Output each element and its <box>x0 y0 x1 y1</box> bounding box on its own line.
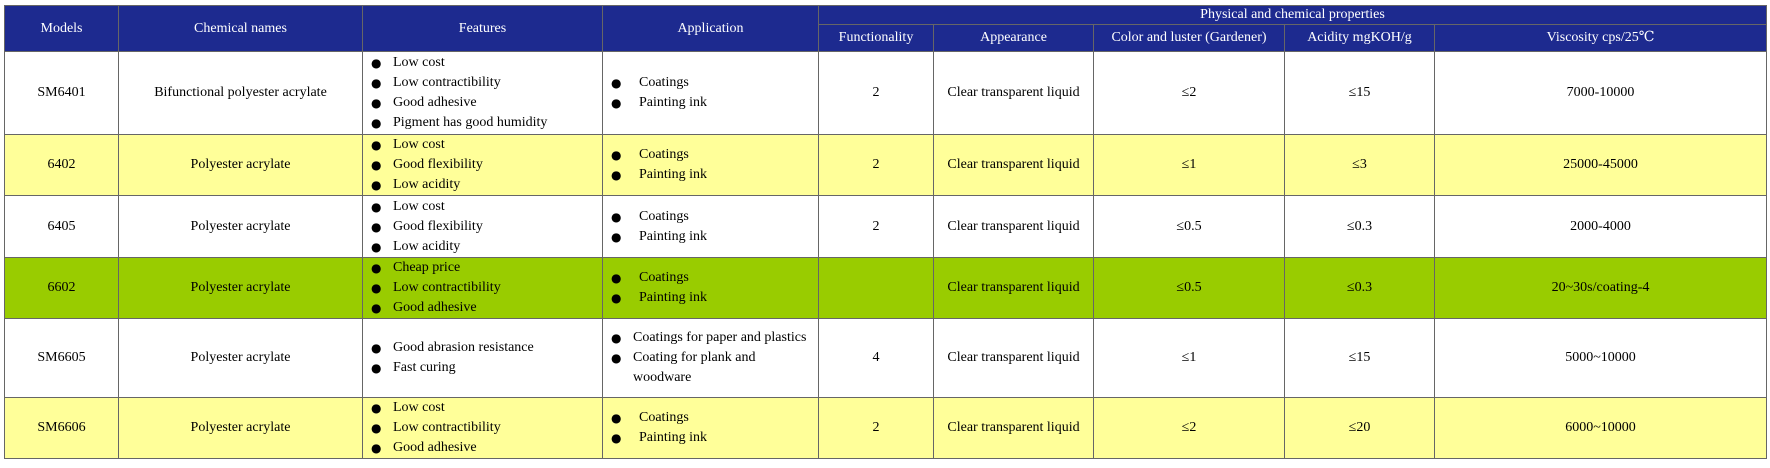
cell-functionality: 2 <box>819 398 934 459</box>
bullet-icon: ● <box>611 148 622 162</box>
bullet-icon: ● <box>611 291 622 305</box>
bullet-icon: ● <box>371 421 382 435</box>
cell-appearance: Clear transparent liquid <box>934 319 1094 398</box>
application-item: ● Coatings <box>609 73 814 93</box>
feature-item: ● Good adhesive <box>369 93 598 113</box>
application-item: ● Coatings <box>609 145 814 165</box>
cell-model: SM6605 <box>5 319 119 398</box>
cell-features <box>363 196 603 258</box>
cell-viscosity: 5000~10000 <box>1435 319 1767 398</box>
cell-acidity: ≤15 <box>1285 319 1435 398</box>
table-row <box>5 52 1767 135</box>
cell-functionality: 2 <box>819 196 934 258</box>
application-item: ● Painting ink <box>609 165 814 185</box>
feature-item: ● Cheap price <box>369 258 598 278</box>
bullet-icon: ● <box>371 138 382 152</box>
cell-functionality: 2 <box>819 135 934 196</box>
bullet-icon: ● <box>371 76 382 90</box>
cell-acidity: ≤0.3 <box>1285 196 1435 258</box>
application-item: ● Coatings <box>609 268 814 288</box>
header-acidity: Acidity mgKOH/g <box>1285 25 1435 52</box>
cell-viscosity: 7000-10000 <box>1435 52 1767 135</box>
bullet-icon: ● <box>371 178 382 192</box>
cell-functionality: 4 <box>819 319 934 398</box>
application-item: ● Painting ink <box>609 227 814 247</box>
bullet-icon: ● <box>611 76 622 90</box>
cell-model: 6405 <box>5 196 119 258</box>
cell-viscosity: 25000-45000 <box>1435 135 1767 196</box>
cell-acidity: ≤15 <box>1285 52 1435 135</box>
cell-color: ≤2 <box>1094 398 1285 459</box>
cell-application <box>603 135 819 196</box>
cell-model: 6402 <box>5 135 119 196</box>
bullet-icon: ● <box>371 341 382 355</box>
bullet-icon: ● <box>371 361 382 375</box>
bullet-icon: ● <box>371 199 382 214</box>
cell-appearance: Clear transparent liquid <box>934 52 1094 135</box>
feature-item: ● Low contractibility <box>369 73 598 93</box>
bullet-icon: ● <box>611 229 622 244</box>
bullet-icon: ● <box>371 96 382 110</box>
cell-application <box>603 319 819 398</box>
header-functionality: Functionality <box>819 25 934 52</box>
cell-application <box>603 258 819 319</box>
table-row <box>5 196 1767 258</box>
bullet-icon: ● <box>611 209 622 224</box>
table-row <box>5 258 1767 319</box>
cell-appearance: Clear transparent liquid <box>934 196 1094 258</box>
cell-appearance: Clear transparent liquid <box>934 258 1094 319</box>
feature-item: ● Low acidity <box>369 237 598 257</box>
feature-item: ● Low contractibility <box>369 278 598 298</box>
cell-model: SM6606 <box>5 398 119 459</box>
table-row <box>5 135 1767 196</box>
bullet-icon: ● <box>371 219 382 234</box>
bullet-icon: ● <box>371 56 382 70</box>
table-row <box>5 398 1767 459</box>
bullet-icon: ● <box>371 158 382 172</box>
cell-features <box>363 52 603 135</box>
feature-item: ● Good abrasion resistance <box>369 338 598 358</box>
bullet-icon: ● <box>371 239 382 254</box>
cell-chemical: Polyester acrylate <box>119 196 363 258</box>
cell-color: ≤0.5 <box>1094 258 1285 319</box>
application-item: ● Painting ink <box>609 288 814 308</box>
cell-chemical: Bifunctional polyester acrylate <box>119 52 363 135</box>
application-item: ● Coatings for paper and plastics <box>609 328 814 348</box>
application-item: ● Coatings <box>609 207 814 227</box>
bullet-icon: ● <box>371 116 382 130</box>
cell-functionality <box>819 258 934 319</box>
cell-features <box>363 135 603 196</box>
bullet-icon: ● <box>371 441 382 455</box>
cell-color: ≤2 <box>1094 52 1285 135</box>
product-table <box>4 5 1767 459</box>
header-appearance: Appearance <box>934 25 1094 52</box>
cell-acidity: ≤3 <box>1285 135 1435 196</box>
header-viscosity: Viscosity cps/25℃ <box>1435 25 1767 52</box>
bullet-icon: ● <box>371 301 382 315</box>
header-color-luster: Color and luster (Gardener) <box>1094 25 1285 52</box>
bullet-icon: ● <box>611 271 622 285</box>
application-item: ● Painting ink <box>609 428 814 448</box>
bullet-icon: ● <box>611 168 622 182</box>
header-physical-chemical: Physical and chemical properties <box>819 6 1767 25</box>
cell-model: 6602 <box>5 258 119 319</box>
bullet-icon: ● <box>371 281 382 295</box>
bullet-icon: ● <box>611 411 622 425</box>
application-item: ● Coating for plank and woodware <box>611 350 756 385</box>
cell-viscosity: 2000-4000 <box>1435 196 1767 258</box>
feature-item: ● Good adhesive <box>369 438 598 458</box>
cell-color: ≤0.5 <box>1094 196 1285 258</box>
cell-chemical: Polyester acrylate <box>119 258 363 319</box>
feature-item: ● Low cost <box>369 53 598 73</box>
bullet-icon: ● <box>611 331 622 345</box>
cell-chemical: Polyester acrylate <box>119 135 363 196</box>
cell-acidity: ≤0.3 <box>1285 258 1435 319</box>
cell-application <box>603 52 819 135</box>
cell-functionality: 2 <box>819 52 934 135</box>
cell-acidity: ≤20 <box>1285 398 1435 459</box>
cell-color: ≤1 <box>1094 135 1285 196</box>
cell-viscosity: 20~30s/coating-4 <box>1435 258 1767 319</box>
cell-features <box>363 319 603 398</box>
bullet-icon: ● <box>611 351 622 365</box>
table-row <box>5 319 1767 398</box>
cell-chemical: Polyester acrylate <box>119 319 363 398</box>
application-item: ● Painting ink <box>609 93 814 113</box>
feature-item: ● Good flexibility <box>369 217 598 237</box>
header-features: Features <box>363 6 603 52</box>
feature-item: ● Fast curing <box>369 358 598 378</box>
feature-item: ● Low acidity <box>369 175 598 195</box>
feature-item: ● Good flexibility <box>369 155 598 175</box>
feature-item: ● Pigment has good humidity <box>369 113 598 133</box>
cell-application <box>603 398 819 459</box>
cell-color: ≤1 <box>1094 319 1285 398</box>
bullet-icon: ● <box>371 401 382 415</box>
cell-appearance: Clear transparent liquid <box>934 135 1094 196</box>
cell-appearance: Clear transparent liquid <box>934 398 1094 459</box>
cell-application <box>603 196 819 258</box>
feature-item: ● Low contractibility <box>369 418 598 438</box>
cell-features <box>363 258 603 319</box>
feature-item: ● Low cost <box>369 135 598 155</box>
header-application: Application <box>603 6 819 52</box>
cell-features <box>363 398 603 459</box>
bullet-icon: ● <box>611 96 622 110</box>
cell-model: SM6401 <box>5 52 119 135</box>
cell-chemical: Polyester acrylate <box>119 398 363 459</box>
header-chemical-names: Chemical names <box>119 6 363 52</box>
bullet-icon: ● <box>371 261 382 275</box>
application-item: ● Coatings <box>609 408 814 428</box>
bullet-icon: ● <box>611 431 622 445</box>
header-models: Models <box>5 6 119 52</box>
feature-item: ● Low cost <box>369 197 598 217</box>
feature-item: ● Low cost <box>369 398 598 418</box>
cell-viscosity: 6000~10000 <box>1435 398 1767 459</box>
feature-item: ● Good adhesive <box>369 298 598 318</box>
